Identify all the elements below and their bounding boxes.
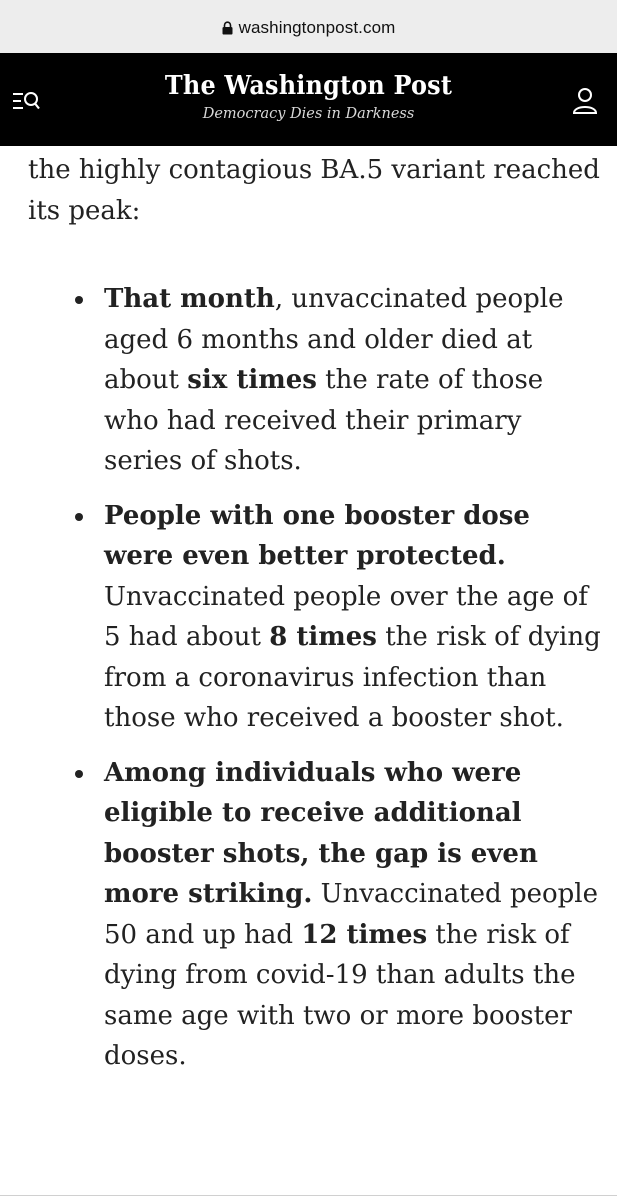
user-icon[interactable] [572,87,598,115]
bullet-text: That month, unvaccinated people aged 6 months and older died at about six times the rate of those who had received their primary series of shots. [104,284,564,476]
url-text[interactable]: washingtonpost.com [238,17,396,37]
divider [0,1195,617,1196]
bullet-text: Among individuals who were eligible to receive additional booster shots, the gap is even more striking. Unvaccinated people 50 and up had 12 times the risk of dying from covid-19 than adults the same age with two or more booster doses. [104,757,598,1071]
bullet-list [28,279,603,1077]
bullet-item-eight-times [28,496,603,739]
bullet-item-six-times [28,279,603,482]
bullet-dot [75,513,83,521]
bullet-dot [75,296,83,304]
site-title[interactable]: The Washington Post [164,71,453,101]
lock-icon [222,21,233,35]
article-body [28,150,603,1091]
bullet-item-twelve-times [28,753,603,1077]
intro-paragraph: the highly contagious BA.5 variant reached its peak: [28,155,600,226]
site-tagline: Democracy Dies in Darkness [202,106,415,122]
site-header [0,53,617,146]
browser-url-bar[interactable] [0,0,617,53]
bullet-dot [75,770,83,778]
masthead[interactable] [0,71,617,123]
url-container[interactable] [222,18,396,38]
bullet-text: People with one booster dose were even better protected. Unvaccinated people over the age of 5 had about 8 times the risk of dying from a coronavirus infection than those who received a booster shot. [104,500,601,733]
